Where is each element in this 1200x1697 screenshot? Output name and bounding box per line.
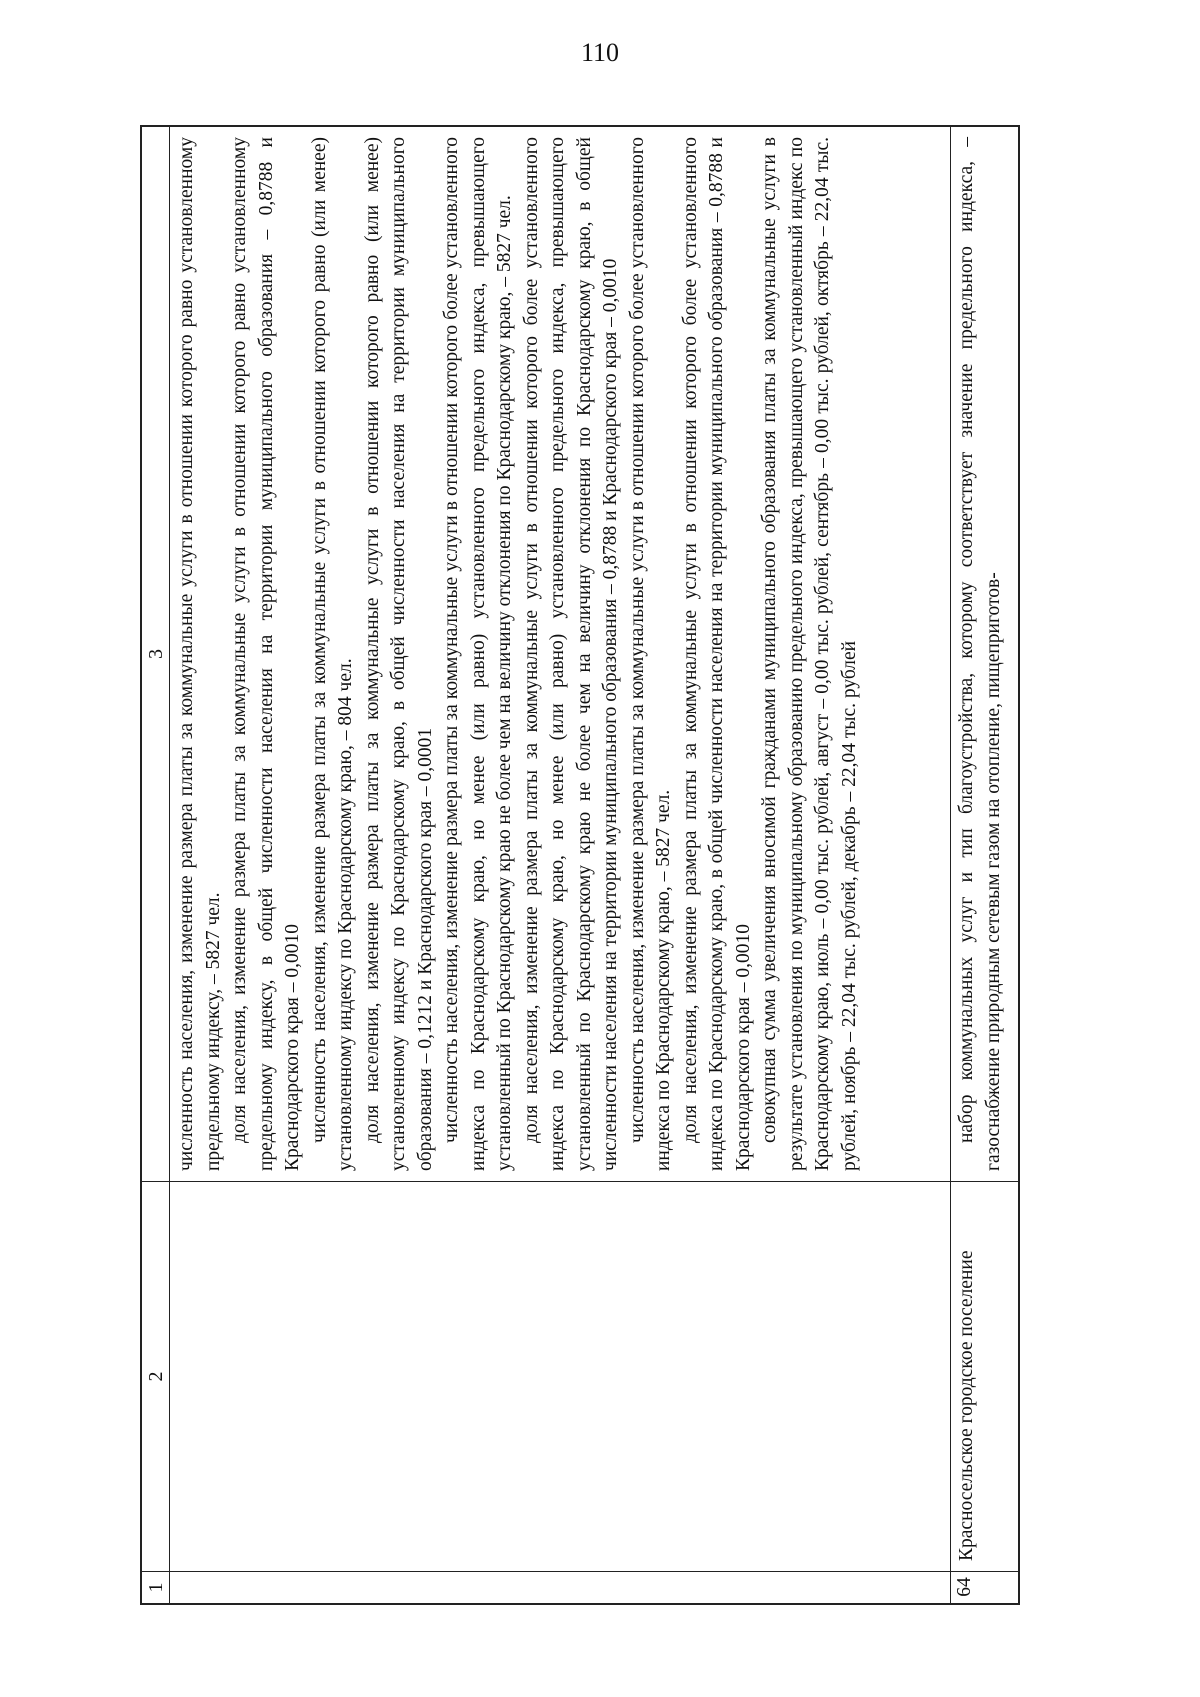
row-64-number: 64 bbox=[954, 1577, 975, 1597]
header-col-2: 2 bbox=[142, 1182, 170, 1571]
column-number bbox=[142, 1571, 1018, 1603]
paragraph: доля населения, изменение размера платы за коммунальные услуги в отношении которого равно (или менее) установленному индексу по Краснодарскому краю, в общей численности населения на территории муниципального образования – 0,1212 и Краснодарского края – 0,0001 bbox=[361, 137, 436, 1171]
column-indicators bbox=[142, 127, 1018, 1181]
paragraph: численность населения, изменение размера платы за коммунальные услуги в отношении которого равно установленному предельному индексу, – 5827 чел. bbox=[176, 137, 224, 1171]
paragraph: доля населения, изменение размера платы за коммунальные услуги в отношении которого более установленного индекса по Краснодарскому краю, но менее (или равно) установленного предельного индекса, превышающего установленный по Краснодарскому краю не более чем на величину отклонения по Краснодарскому краю, в общей численности населения на территории муниципального образования – 0,8788 и Краснодарского края – 0,0010 bbox=[520, 137, 621, 1171]
paragraph: численность населения, изменение размера платы за коммунальные услуги в отношении которого равно (или менее) установленному индексу по Краснодарскому краю, – 804 чел. bbox=[308, 137, 356, 1171]
row-64-text bbox=[954, 137, 1007, 1171]
paragraph: совокупная сумма увеличения вносимой гражданами муниципального образования платы за коммунальные услуги в результате установления по муниципальному образованию предельного индекса, превышающего установленный индекс по Краснодарскому краю, июль – 0,00 тыс. рублей, август – 0,00 тыс. рублей, сентябрь – 0,00 тыс. рублей, октябрь – 22,04 тыс. рублей, ноябрь – 22,04 тыс. рублей, декабрь – 22,04 тыс. рублей bbox=[759, 137, 860, 1171]
row-64-paragraph: набор коммунальных услуг и тип благоустройства, которому соответствует значение предельного индекса, – газоснабжение природным сетевым газом на отопление, пищеприготов- bbox=[956, 137, 1004, 1171]
data-table bbox=[140, 125, 1020, 1605]
header-col-1: 1 bbox=[142, 1572, 170, 1603]
rotated-table-frame bbox=[140, 125, 1020, 1605]
paragraph: численность населения, изменение размера платы за коммунальные услуги в отношении которого более установленного индекса по Краснодарскому краю, но менее (или равно) установленного предельного индекса, превышающего установленный по Краснодарскому краю не более чем на величину отклонения по Краснодарскому краю, – 5827 чел. bbox=[441, 137, 515, 1171]
paragraph: численность населения, изменение размера платы за коммунальные услуги в отношении которого более установленного индекса по Краснодарскому краю, – 5827 чел. bbox=[626, 137, 674, 1171]
column-municipality bbox=[142, 1181, 1018, 1571]
paragraph: доля населения, изменение размера платы за коммунальные услуги в отношении которого равно установленному предельному индексу, в общей численности населения на территории муниципального образования – 0,8788 и Краснодарского края – 0,0010 bbox=[229, 137, 303, 1171]
row-divider bbox=[950, 127, 951, 1603]
row-64-municipality: Красносельское городское поселение bbox=[956, 1250, 977, 1561]
continuation-cell-text bbox=[174, 137, 863, 1171]
header-col-3: 3 bbox=[142, 127, 170, 1181]
page-number: 110 bbox=[580, 38, 620, 67]
paragraph: доля населения, изменение размера платы за коммунальные услуги в отношении которого более установленного индекса по Краснодарскому краю, в общей численности населения на территории муниципального образования – 0,8788 и Краснодарского края – 0,0010 bbox=[679, 137, 754, 1171]
